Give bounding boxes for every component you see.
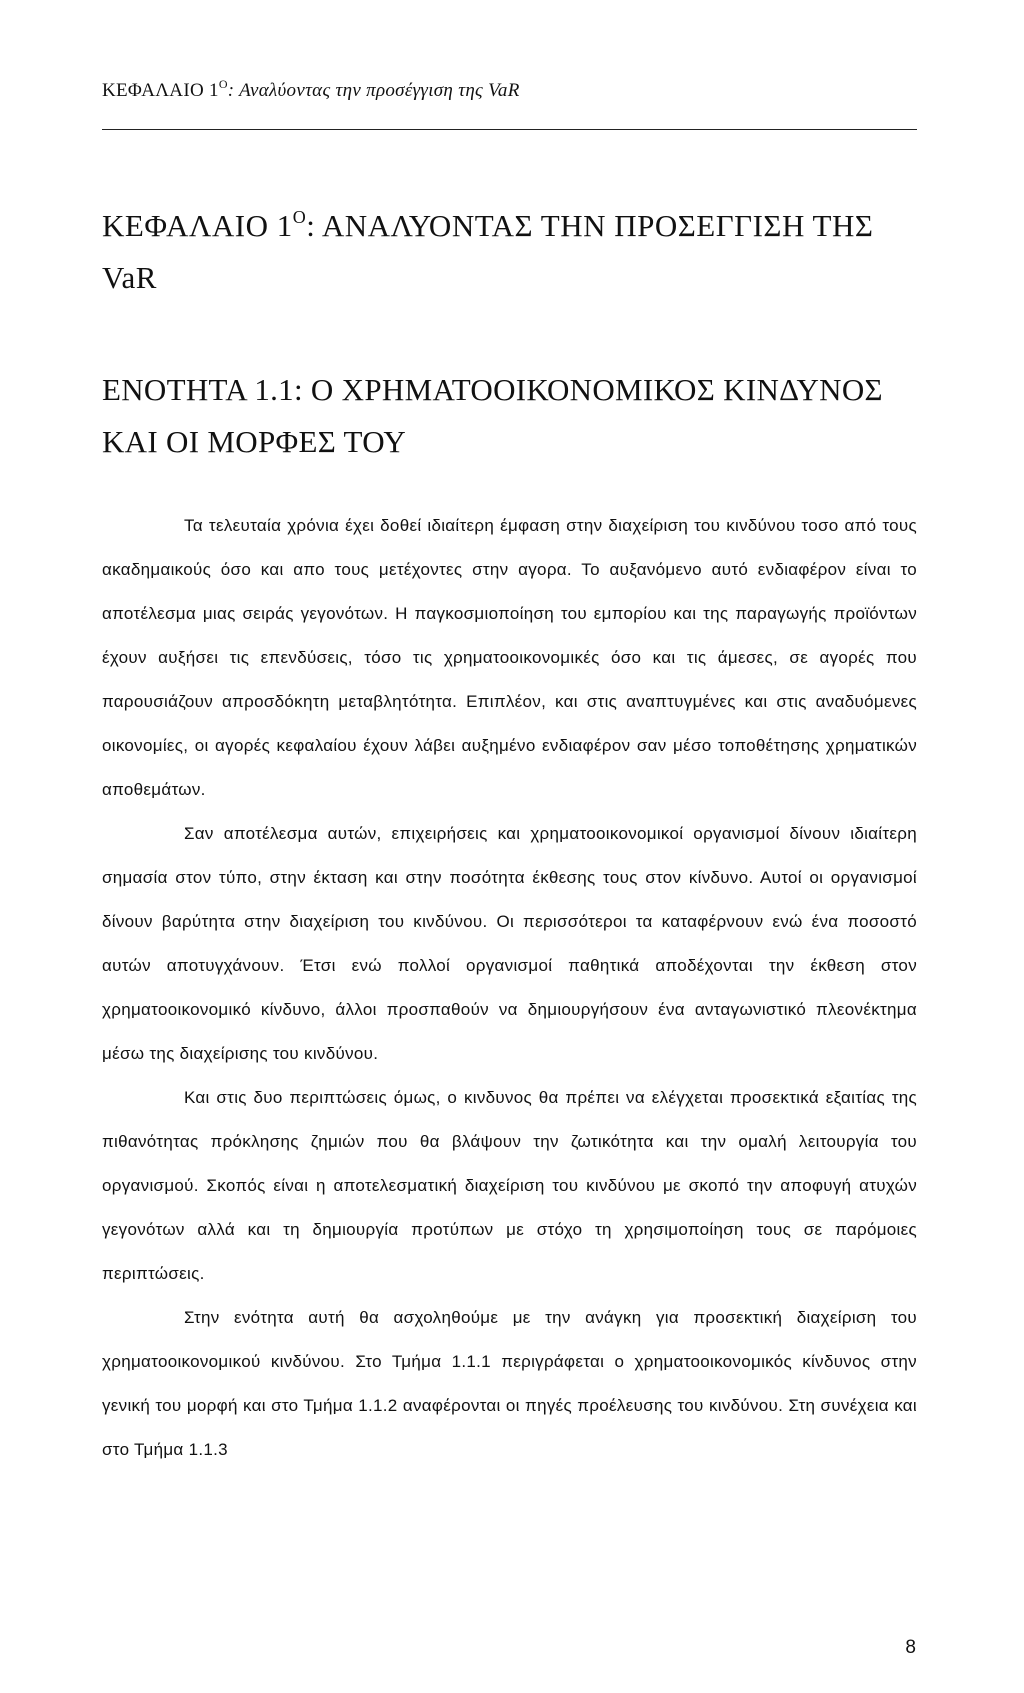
paragraph: Στην ενότητα αυτή θα ασχοληθούμε με την ανάγκη για προσεκτική διαχείριση του χρηματοοικονομικού κινδύνου. Στο Τμήμα 1.1.1 περιγράφεται ο χρηματοοικονομικός κίνδυνος στην γενική του μορφή και στο Τμήμα 1.1.2 αναφέρονται οι πηγές προέλευσης του κινδύνου. Στη συνέχεια και στο Τμήμα 1.1.3 (102, 1308, 917, 1459)
running-header (102, 77, 520, 102)
section-title: ΕΝΟΤΗΤΑ 1.1: Ο ΧΡΗΜΑΤΟΟΙΚΟΝΟΜΙΚΟΣ ΚΙΝΔΥΝΟΣ ΚΑΙ ΟΙ ΜΟΡΦΕΣ ΤΟΥ (102, 372, 883, 459)
page-number: 8 (905, 1637, 916, 1658)
running-header-prefix: ΚΕΦΑΛΑΙΟ 1 (102, 80, 219, 101)
paragraph: Σαν αποτέλεσμα αυτών, επιχειρήσεις και χρηματοοικονομικοί οργανισμοί δίνουν ιδιαίτερη σημασία στον τύπο, στην έκταση και στην ποσότητα έκθεσης τους στον κίνδυνο. Αυτοί οι οργανισμοί δίνουν βαρύτητα στην διαχείριση του κινδύνου. Οι περισσότεροι τα καταφέρνουν ενώ ένα ποσοστό αυτών αποτυγχάνουν. Έτσι ενώ πολλοί οργανισμοί παθητικά αποδέχονται την έκθεση στον χρηματοοικονομικό κίνδυνο, άλλοι προσπαθούν να δημιουργήσουν ένα ανταγωνιστικό πλεονέκτημα μέσω της διαχείρισης του κινδύνου. (102, 824, 917, 1063)
body-text (102, 504, 917, 1472)
running-header-superscript: Ο (218, 77, 228, 91)
chapter-title-superscript: Ο (292, 207, 307, 227)
paragraph: Και στις δυο περιπτώσεις όμως, ο κινδυνος θα πρέπει να ελέγχεται προσεκτικά εξαιτίας της πιθανότητας πρόκλησης ζημιών που θα βλάψουν την ζωτικότητα και την ομαλή λειτουργία του οργανισμού. Σκοπός είναι η αποτελεσματική διαχείριση του κινδύνου με σκοπό την αποφυγή ατυχών γεγονότων αλλά και τη δημιουργία προτύπων με στόχο τη χρησιμοποίηση τους σε παρόμοιες περιπτώσεις. (102, 1088, 917, 1283)
running-header-title: : Αναλύοντας την προσέγγιση της VaR (227, 80, 520, 101)
paragraph: Τα τελευταία χρόνια έχει δοθεί ιδιαίτερη έμφαση στην διαχείριση του κινδύνου τοσο από τους ακαδημαικούς όσο και απο τους μετέχοντες στην αγορα. Το αυξανόμενο αυτό ενδιαφέρον είναι το αποτέλεσμα μιας σειράς γεγονότων. Η παγκοσμιοποίηση του εμπορίου και της παραγωγής προϊόντων έχουν αυξήσει τις επενδύσεις, τόσο τις χρηματοοικονομικές όσο και τις άμεσες, σε αγορές που παρουσιάζουν απροσδόκητη μεταβλητότητα. Επιπλέον, και στις αναπτυγμένες και στις αναδυόμενες οικονομίες, οι αγορές κεφαλαίου έχουν λάβει αυξημένο ενδιαφέρον σαν μέσο τοποθέτησης χρηματικών αποθεμάτων. (102, 516, 917, 799)
header-divider (102, 129, 917, 130)
chapter-title-prefix: ΚΕΦΑΛΑΙΟ 1 (102, 208, 293, 243)
chapter-title-text: : ΑΝΑΛΥΟΝΤΑΣ ΤΗΝ ΠΡΟΣΕΓΓΙΣΗ ΤΗΣ VaR (102, 208, 874, 295)
chapter-title (102, 200, 932, 304)
